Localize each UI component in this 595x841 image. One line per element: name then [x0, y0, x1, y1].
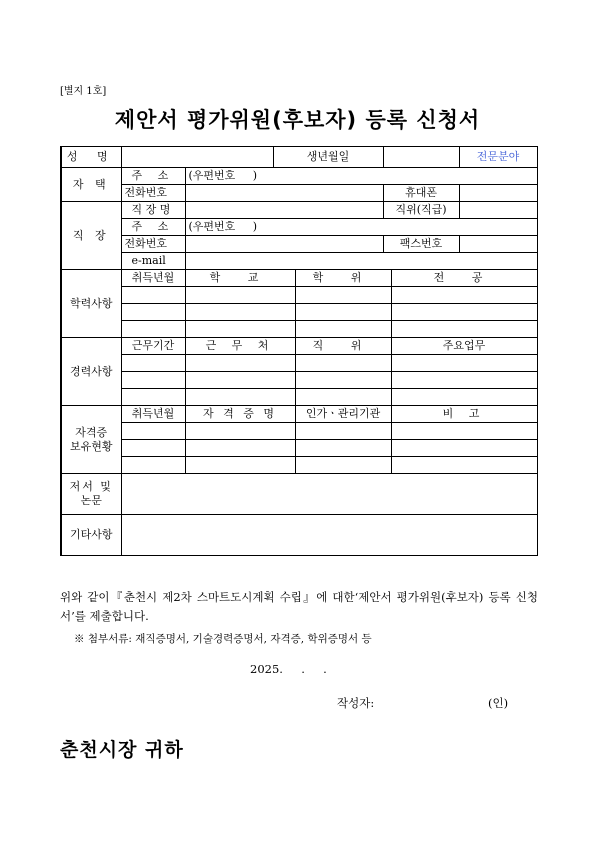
edu-header-school: 학 교 — [185, 270, 295, 287]
edu-row — [61, 304, 537, 321]
application-form-table — [60, 146, 538, 556]
mobile-label: 휴대폰 — [383, 185, 459, 202]
attachment-note: ※ 첨부서류: 재직증명서, 기술경력증명서, 자격증, 학위증명서 등 — [74, 633, 372, 645]
specialty-label: 전문분야 — [459, 147, 537, 168]
cert-cell[interactable] — [295, 457, 391, 474]
edu-cell[interactable] — [295, 304, 391, 321]
work-address-label: 주 소 — [121, 219, 185, 236]
cert-cell[interactable] — [391, 457, 537, 474]
career-cell[interactable] — [121, 389, 185, 406]
edu-cell[interactable] — [185, 287, 295, 304]
edu-row — [61, 287, 537, 304]
edu-cell[interactable] — [121, 321, 185, 338]
other-label: 기타사항 — [61, 515, 121, 556]
career-cell[interactable] — [185, 372, 295, 389]
cert-cell[interactable] — [121, 457, 185, 474]
cert-row — [61, 423, 537, 440]
edu-cell[interactable] — [185, 321, 295, 338]
home-phone-field[interactable] — [185, 185, 383, 202]
career-row — [61, 389, 537, 406]
work-address-field[interactable] — [185, 219, 537, 236]
job-position-label: 직위(직급) — [383, 202, 459, 219]
form-title: 제안서 평가위원(후보자) 등록 신청서 — [114, 108, 481, 132]
cert-cell[interactable] — [121, 423, 185, 440]
fax-field[interactable] — [459, 236, 537, 253]
cert-cell[interactable] — [295, 440, 391, 457]
edu-header-date: 취득년월 — [121, 270, 185, 287]
work-label: 직 장 — [61, 202, 121, 270]
cert-cell[interactable] — [391, 440, 537, 457]
other-field[interactable] — [121, 515, 537, 556]
birthdate-field[interactable] — [383, 147, 459, 168]
cert-cell[interactable] — [185, 423, 295, 440]
career-header-period: 근무기간 — [121, 338, 185, 355]
job-position-field[interactable] — [459, 202, 537, 219]
home-phone-label: 전화번호 — [121, 185, 185, 202]
cert-cell[interactable] — [391, 423, 537, 440]
career-cell[interactable] — [295, 355, 391, 372]
cert-cell[interactable] — [185, 440, 295, 457]
cert-row — [61, 457, 537, 474]
cert-header-name: 자 격 증 명 — [185, 406, 295, 423]
company-label: 직 장 명 — [121, 202, 185, 219]
email-field[interactable] — [185, 253, 537, 270]
cert-header-date: 취득년월 — [121, 406, 185, 423]
career-header-position: 직 위 — [295, 338, 391, 355]
home-label: 자 택 — [61, 168, 121, 202]
career-row — [61, 355, 537, 372]
edu-cell[interactable] — [121, 287, 185, 304]
career-cell[interactable] — [295, 372, 391, 389]
fax-label: 팩스번호 — [383, 236, 459, 253]
edu-row — [61, 321, 537, 338]
email-label: e-mail — [121, 253, 185, 270]
mobile-field[interactable] — [459, 185, 537, 202]
edu-cell[interactable] — [121, 304, 185, 321]
edu-cell[interactable] — [391, 287, 537, 304]
career-cell[interactable] — [391, 372, 537, 389]
career-header-workplace: 근 무 처 — [185, 338, 295, 355]
edu-header-degree: 학 위 — [295, 270, 391, 287]
cert-cell[interactable] — [185, 457, 295, 474]
edu-cell[interactable] — [391, 304, 537, 321]
edu-header-major: 전 공 — [391, 270, 537, 287]
company-field[interactable] — [185, 202, 383, 219]
career-label: 경력사항 — [61, 338, 121, 406]
career-row — [61, 372, 537, 389]
home-postal-label: (우편번호 ) — [188, 169, 258, 182]
cert-header-remarks: 비 고 — [391, 406, 537, 423]
statement-text: 위와 같이『춘천시 제2차 스마트도시계획 수립』에 대한‘제안서 평가위원(후보자) 등록 신청서’를 제출합니다. — [60, 590, 538, 623]
author-label: 작성자: — [337, 696, 375, 710]
education-label: 학력사항 — [61, 270, 121, 338]
annex-label: [별지 1호] — [60, 86, 107, 97]
cert-header-agency: 인가ㆍ관리기관 — [295, 406, 391, 423]
date-line: 2025. . . — [250, 662, 327, 676]
edu-cell[interactable] — [295, 321, 391, 338]
edu-cell[interactable] — [185, 304, 295, 321]
seal-label: (인) — [488, 696, 509, 710]
certificate-label: 자격증 보유현황 — [61, 406, 121, 474]
career-cell[interactable] — [391, 389, 537, 406]
career-cell[interactable] — [121, 372, 185, 389]
cert-cell[interactable] — [295, 423, 391, 440]
publications-label: 저서 및 논문 — [61, 474, 121, 515]
cert-cell[interactable] — [121, 440, 185, 457]
name-field[interactable] — [121, 147, 273, 168]
career-cell[interactable] — [121, 355, 185, 372]
home-address-label: 주 소 — [121, 168, 185, 185]
career-cell[interactable] — [185, 389, 295, 406]
career-cell[interactable] — [391, 355, 537, 372]
publications-field[interactable] — [121, 474, 537, 515]
birthdate-label: 생년월일 — [273, 147, 383, 168]
addressee: 춘천시장 귀하 — [60, 739, 184, 761]
career-header-duties: 주요업무 — [391, 338, 537, 355]
career-cell[interactable] — [295, 389, 391, 406]
work-phone-field[interactable] — [185, 236, 383, 253]
career-cell[interactable] — [185, 355, 295, 372]
work-postal-label: (우편번호 ) — [188, 220, 258, 233]
home-address-field[interactable] — [185, 168, 537, 185]
edu-cell[interactable] — [391, 321, 537, 338]
cert-row — [61, 440, 537, 457]
name-label: 성 명 — [61, 147, 121, 168]
work-phone-label: 전화번호 — [121, 236, 185, 253]
edu-cell[interactable] — [295, 287, 391, 304]
